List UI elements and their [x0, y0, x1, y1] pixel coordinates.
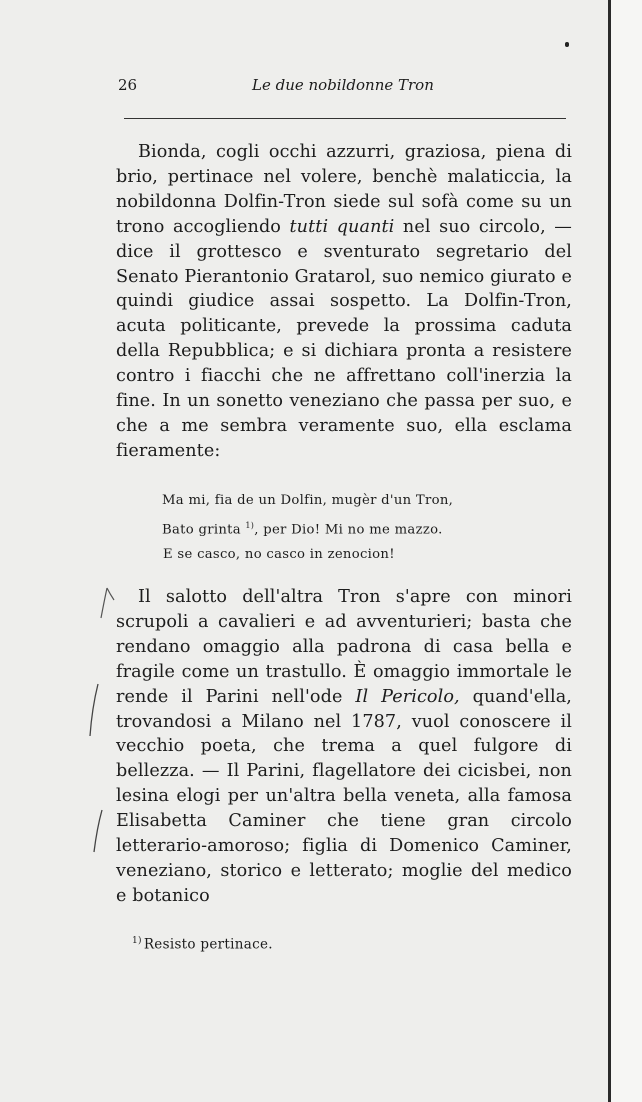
footnote	[132, 936, 273, 953]
paragraph-2-text: Il salotto dell'altra Tron s'apre con minori scrupoli a cavalieri e ad avventurieri; basta che rendano omaggio alla padrona di casa bella e fragile come un trastullo. È omaggio immortale le rende il Parini nell'ode	[116, 587, 572, 707]
page-header	[118, 76, 566, 104]
page-edge	[611, 0, 642, 1102]
verse-line-2	[162, 513, 562, 542]
paragraph-1-italic: tutti quanti	[289, 216, 395, 237]
verse-line-3: E se casco, no casco in zenocion!	[163, 547, 395, 563]
pencil-check-mark	[98, 580, 118, 620]
pencil-margin-bracket-2	[86, 806, 108, 856]
verse-line-2-text-continued: , per Dio! Mi no me mazzo.	[254, 522, 443, 538]
paragraph-2-italic: Il Pericolo,	[355, 686, 460, 707]
verse-line-1: Ma mi, fia de un Dolfin, mugèr d'un Tron,	[162, 493, 454, 508]
paragraph-2	[116, 585, 572, 909]
ink-dot	[565, 42, 569, 47]
paragraph-1	[116, 140, 572, 464]
header-rule	[124, 118, 566, 119]
footnote-text: Resisto pertinace.	[143, 936, 273, 953]
verse-line-2-text: Bato grinta	[162, 522, 246, 538]
pencil-margin-bracket-1	[84, 680, 106, 740]
paragraph-1-text-continued: nel suo circolo, — dice il grottesco e sventurato segretario del Senato Pierantonio Gratarol, suo nemico giurato e quindi giudice assai sospetto. La Dolfin-Tron, acuta politicante, prevede la prossima caduta della Repubblica; e si dichiara pronta a resistere contro i fiacchi che ne affrettano coll'inerzia la fine. In un sonetto veneziano che passa per suo, e che a me sembra veramente suo, ella esclama fieramente:	[116, 216, 572, 461]
footnote-mark: 1)	[132, 936, 142, 946]
footnote-reference: 1)	[245, 521, 255, 530]
paragraph-2-text-continued: quand'ella, trovandosi a Milano nel 1787, vuol conoscere il vecchio poeta, che trema a quel fulgore di bellezza. — Il Parini, flagellatore dei cicisbei, non lesina elogi per un'altra bella veneta, alla famosa Elisabetta Caminer che tiene gran circolo letterario-amoroso; figlia di Domenico Caminer, veneziano, storico e letterato; moglie del medico e botanico	[116, 686, 572, 906]
running-title: Le due nobildonne Tron	[252, 76, 434, 94]
paragraph-1-text: Bionda, cogli occhi azzurri, graziosa, piena di brio, pertinace nel volere, benchè malaticcia, la nobildonna Dolfin-Tron siede sul sofà come su un trono accogliendo	[116, 142, 572, 237]
verse-quote	[162, 488, 562, 567]
page-number: 26	[118, 76, 138, 94]
